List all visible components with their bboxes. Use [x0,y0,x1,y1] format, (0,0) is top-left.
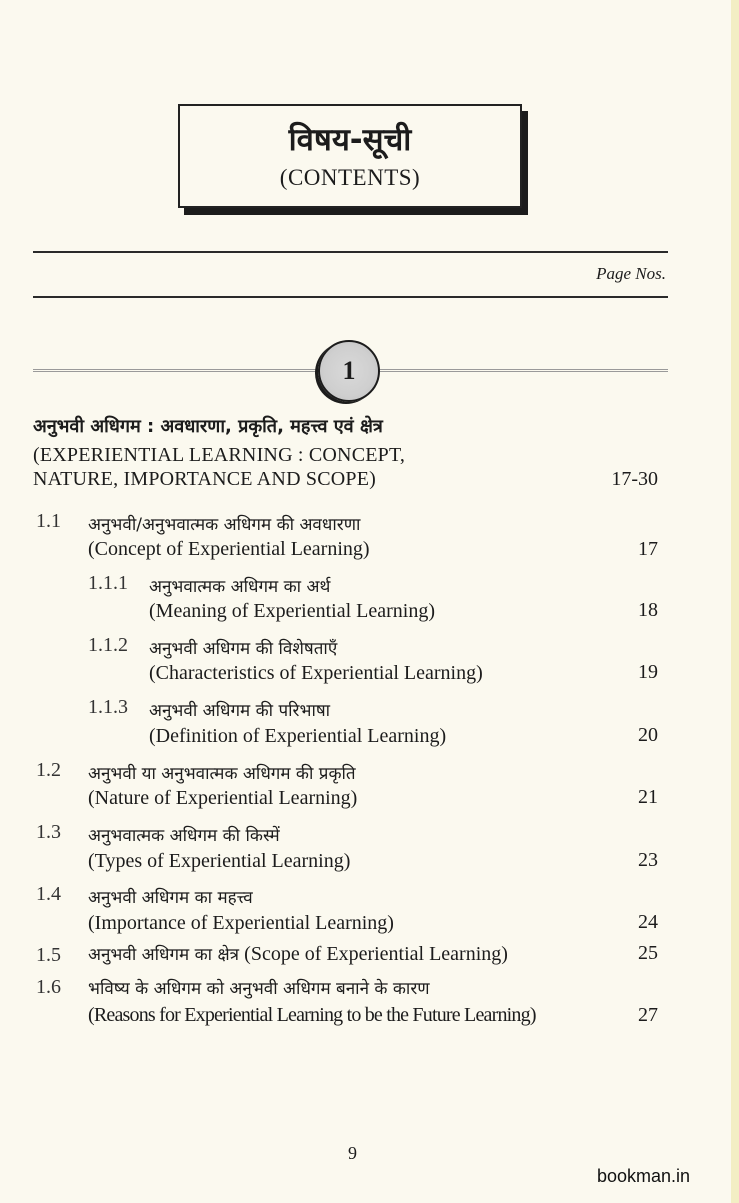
entry-title-line [88,942,508,966]
entry-title-hindi: भविष्य के अधिगम को अनुभवी अधिगम बनाने के कारण [88,979,430,999]
entry-number: 1.1.1 [88,572,128,594]
contents-title-hindi: विषय-सूची [288,122,412,158]
chapter-title-english-line1: (EXPERIENTIAL LEARNING : CONCEPT, [33,444,406,466]
page-edge [731,0,739,1203]
entry-title-hindi: अनुभवात्मक अधिगम का अर्थ [149,577,331,597]
entry-title-hindi: अनुभवी/अनुभवात्मक अधिगम की अवधारणा [88,515,361,535]
chapter-number-badge: 1 [318,340,380,402]
bottom-rule [33,296,668,298]
page-number: 9 [348,1143,357,1163]
entry-page: 18 [638,599,658,621]
entry-title-hindi: अनुभवी अधिगम की विशेषताएँ [149,639,338,659]
entry-page: 20 [638,724,658,746]
entry-title-english: (Nature of Experiential Learning) [88,787,358,809]
entry-number: 1.1.3 [88,696,128,718]
entry-number: 1.1.2 [88,634,128,656]
entry-title-hindi: अनुभवी अधिगम का महत्त्व [88,888,253,908]
entry-title-english: (Types of Experiential Learning) [88,850,351,872]
chapter-title-english-line2: NATURE, IMPORTANCE AND SCOPE) [33,468,377,490]
entry-title-english: (Meaning of Experiential Learning) [149,600,435,622]
entry-number: 1.6 [36,976,61,998]
entry-page: 25 [638,942,658,964]
chapter-title-hindi: अनुभवी अधिगम : अवधारणा, प्रकृति, महत्त्व एवं क्षेत्र [33,416,383,437]
entry-title-english: (Characteristics of Experiential Learning) [149,662,483,684]
contents-title-box [178,104,522,208]
entry-title-hindi: अनुभवी या अनुभवात्मक अधिगम की प्रकृति [88,764,356,784]
entry-title-english: (Concept of Experiential Learning) [88,538,370,560]
entry-title-english: (Importance of Experiential Learning) [88,912,394,934]
entry-page: 23 [638,849,658,871]
entry-page: 17 [638,538,658,560]
entry-title-english: (Scope of Experiential Learning) [244,943,508,965]
entry-page: 19 [638,661,658,683]
entry-number: 1.2 [36,759,61,781]
entry-title-hindi: अनुभवी अधिगम की परिभाषा [149,701,331,721]
entry-number: 1.4 [36,883,61,905]
watermark-text: bookman.in [597,1166,691,1186]
entry-page: 21 [638,786,658,808]
entry-number: 1.1 [36,510,61,532]
entry-title-hindi: अनुभवात्मक अधिगम की किस्में [88,826,280,846]
entry-title-hindi: अनुभवी अधिगम का क्षेत्र [88,945,240,965]
chapter-page-range: 17-30 [611,468,658,490]
entry-page: 24 [638,911,658,933]
entry-number: 1.3 [36,821,61,843]
entry-title-english: (Reasons for Experiential Learning to be the Future Learning) [88,1004,536,1026]
entry-page: 27 [638,1004,658,1026]
page-nos-label: Page Nos. [596,264,666,283]
entry-title-english: (Definition of Experiential Learning) [149,725,447,747]
top-rule [33,251,668,253]
entry-number: 1.5 [36,944,61,966]
contents-title-english: (CONTENTS) [279,165,421,190]
